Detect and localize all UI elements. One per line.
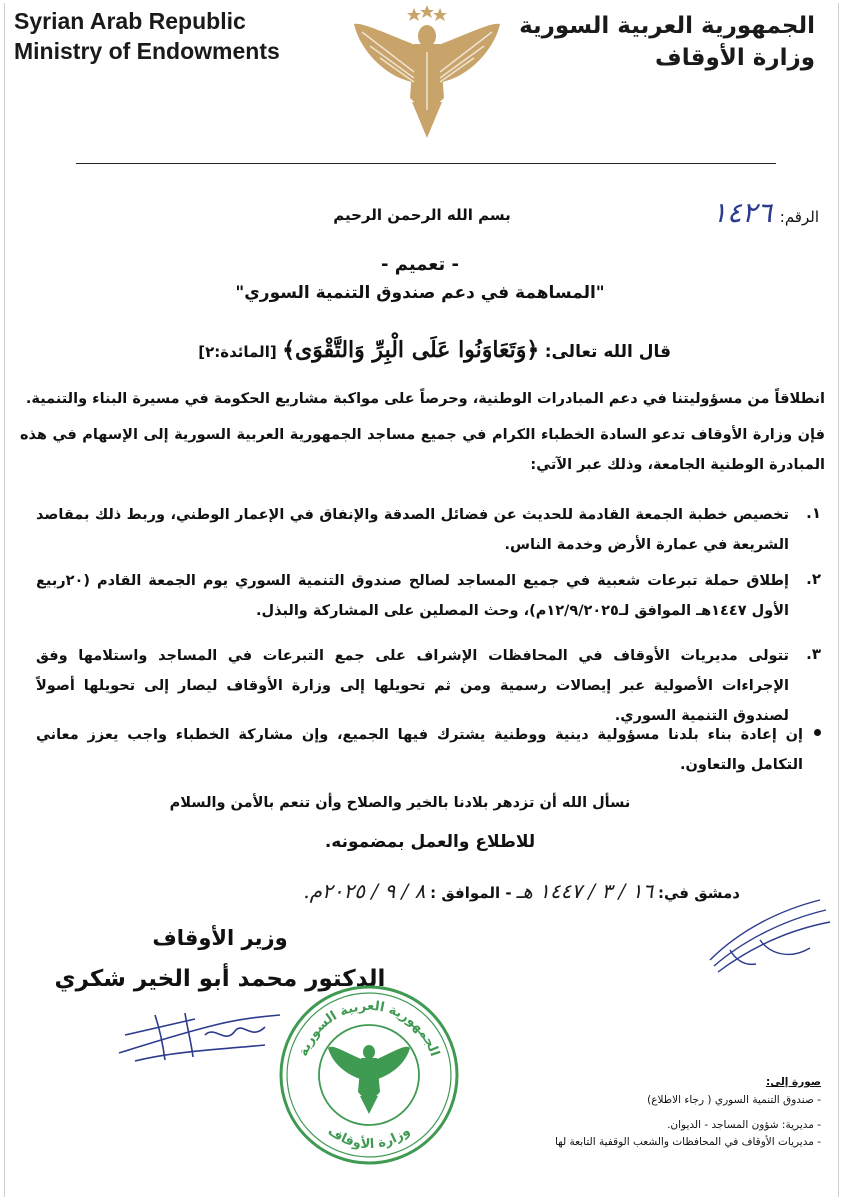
list-item: [36, 566, 821, 626]
list-item: [36, 500, 821, 560]
bullet-text: إن إعادة بناء بلدنا مسؤولية دينية ووطنية يشترك فيها الجميع، وإن مشاركة الخطباء واجب يعزز معاني التكامل والتعاون.: [36, 727, 803, 773]
reference-number: ١٤٢٦: [711, 196, 772, 229]
eagle-emblem-icon: [352, 2, 502, 142]
list-item: [36, 641, 821, 724]
quote-intro: قال الله تعالى:: [544, 342, 671, 362]
header-en-line2: Ministry of Endowments: [14, 38, 280, 64]
signatory-title: وزير الأوقاف: [152, 926, 288, 950]
stamp-eagle-icon: [328, 1045, 410, 1114]
copies-item: - مديريات الأوقاف في المحافظات والشعب الوقفية التابعة لها: [554, 1136, 821, 1148]
bullet-icon: [814, 729, 821, 736]
basmala: بسم الله الرحمن الرحيم: [333, 206, 511, 224]
circular-title: - تعميم -: [381, 254, 459, 275]
verse-reference: [المائدة:٢]: [198, 343, 277, 361]
stamp-top-text: الجمهورية العربية السورية: [296, 998, 442, 1059]
date-hijri: ١٦ / ٣ / ١٤٤٧ هـ: [516, 879, 654, 903]
verse-text: ﴿وَتَعَاوَنُوا عَلَى الْبِرِّ وَالتَّقْوَى﴾: [282, 337, 540, 363]
copies-label: صورة إلى:: [766, 1076, 821, 1088]
list-item-text: تتولى مديريات الأوقاف في المحافظات الإشراف على جمع التبرعات في المساجد واستلامها وفق الإجراءات الأصولية عبر إيصالات رسمية ومن ثم تحويلها إلى وزارة الأوقاف ليصار إلى تحويلها أصولاً لصندوق التنمية السوري.: [36, 648, 789, 724]
handwritten-signature-icon: [115, 1005, 285, 1065]
list-item-text: تخصيص خطبة الجمعة القادمة للحديث عن فضائل الصدقة والإنفاق في الإعمار الوطني، وربط ذلك بمقاصد الشريعة في عمارة الأرض وخدمة الناس.: [36, 507, 789, 553]
header-en-line1: Syrian Arab Republic: [14, 8, 246, 34]
reference-label: الرقم:: [779, 208, 819, 226]
date-gregorian: ٨ / ٩ / ٢٠٢٥م.: [303, 879, 426, 903]
copies-item: - مديرية: شؤون المساجد - الديوان.: [667, 1119, 821, 1131]
closing-action: للاطلاع والعمل بمضمونه.: [324, 832, 536, 852]
list-item-text: إطلاق حملة تبرعات شعبية في جميع المساجد لصالح صندوق التنمية السوري يوم الجمعة القادم (٢٠ربيع الأول ١٤٤٧هـ الموافق لـ١٢/٩/٢٠٢٥م)، وحث المصلين على المشاركة والبذل.: [36, 573, 789, 619]
date-prefix: دمشق في:: [658, 884, 740, 902]
call-paragraph: فإن وزارة الأوقاف تدعو السادة الخطباء الكرام في جميع مساجد الجمهورية العربية السورية إلى الإسهام في هذه المبادرة الوطنية الجامعة، وذلك عبر الآتي:: [20, 427, 825, 473]
list-item-number: ٢.: [806, 570, 821, 588]
quote-line: [51, 335, 671, 367]
header-ar-line2: وزارة الأوقاف: [655, 45, 815, 71]
copies-item: - صندوق التنمية السوري ( رجاء الاطلاع): [647, 1094, 821, 1106]
signatory-name: الدكتور محمد أبو الخير شكري: [54, 966, 386, 992]
circular-subject: "المساهمة في دعم صندوق التنمية السوري": [235, 283, 605, 303]
paraph-icon: [700, 890, 835, 980]
date-line: [180, 875, 740, 909]
list-item-number: ١.: [806, 504, 821, 522]
intro-paragraph: انطلاقاً من مسؤوليتنا في دعم المبادرات الوطنية، وحرصاً على مواكبة مشاريع الحكومة في مسيرة البناء والتنمية.: [25, 391, 825, 407]
header-divider: [76, 163, 776, 164]
list-item-number: ٣.: [806, 645, 821, 663]
bullet-item: [36, 720, 821, 780]
date-connector: - الموافق :: [430, 884, 512, 902]
closing-prayer: نسأل الله أن تزدهر بلادنا بالخير والصلاح وأن تنعم بالأمن والسلام: [169, 795, 631, 811]
stamp-bottom-text: وزارة الأوقاف: [324, 1123, 414, 1153]
header-ar-line1: الجمهورية العربية السورية: [519, 13, 815, 39]
